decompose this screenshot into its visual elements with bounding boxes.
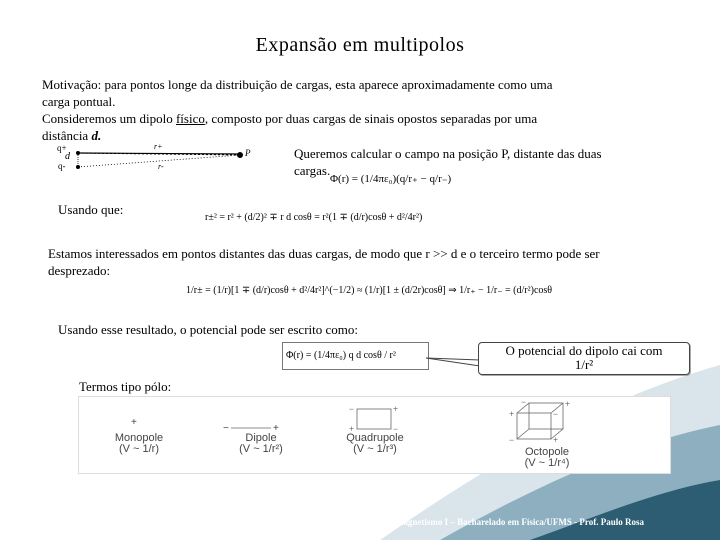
pole-quadrupole-law: (V ~ 1/r³) [353,443,397,455]
using-result-label: Usando esse resultado, o potencial pode ser escrito como: [58,322,358,337]
want-line-1: Queremos calcular o campo na posição P, distante das duas [294,146,602,161]
svg-text:−: − [393,424,399,434]
svg-text:+: + [565,399,571,409]
r-plus-label: r+ [154,142,163,151]
pole-monopole-name: Monopole [114,432,164,444]
callout-line-2: 1/r² [574,357,594,372]
intro-line-4-d: d. [91,128,102,143]
intro-line-4 [42,127,642,144]
p-label: P [245,148,251,158]
intro-line-3 [42,110,642,127]
q-plus-label: q+ [57,143,67,153]
svg-text:−: − [223,423,229,434]
callout-line-1: O potencial do dipolo cai com [505,343,663,358]
svg-text:+: + [509,409,515,419]
pole-monopole-law: (V ~ 1/r) [118,443,160,455]
intro-line-3-b: , composto por duas cargas de sinais opostos separadas por uma [204,111,538,126]
equation-law-of-cosines: r±² = r² + (d/2)² ∓ r d cosθ = r²(1 ∓ (d/r)cosθ + d²/4r²) [205,206,497,230]
pole-quadrupole-name: Quadrupole [346,432,404,444]
svg-text:−: − [349,404,355,414]
d-label: d [65,151,70,162]
interest-paragraph [48,245,708,279]
equation-dipole-potential: Φ(r) = (1/4πε₀) q d cosθ / r² [282,342,429,370]
intro-line-3-a: Consideremos um dipolo [42,111,176,126]
svg-text:+: + [273,423,279,434]
intro-line-2: carga pontual. [42,94,116,109]
equation-expansion: 1/r± = (1/r)[1 ∓ (d/r)cosθ + d²/4r²]^(−1/2) ≈ (1/r)[1 ± (d/2r)cosθ] ⇒ 1/r₊ − 1/r₋ = (d/r²)cosθ [186,278,606,304]
intro-line-4-a: distância [42,128,92,143]
svg-text:−: − [509,435,515,445]
pole-dipole [201,433,321,455]
interest-line-1: Estamos interessados em pontos distantes das duas cargas, de modo que r >> d e o terceiro termo pode ser [48,246,600,261]
pole-quadrupole [315,433,435,455]
intro-line-1: Motivação: para pontos longe da distribuição de cargas, esta aparece aproximadamente como uma [42,77,553,92]
svg-text:−: − [553,409,559,419]
pole-octopole-law: (V ~ 1/r⁴) [524,457,570,469]
svg-text:−: − [521,397,527,407]
dipole-figure [54,142,264,179]
svg-text:+: + [553,435,559,445]
svg-text:+: + [131,417,137,428]
callout-pointer [424,350,484,380]
multipole-terms-figure [78,396,671,474]
svg-text:+: + [393,404,399,414]
using-label: Usando que: [58,202,124,217]
pole-octopole-name: Octopole [524,446,570,458]
interest-line-2: desprezado: [48,263,111,278]
pole-monopole [79,433,199,455]
equation-potential: Φ(r) = (1/4πε₀)(q/r₊ − q/r₋) [330,168,472,190]
pole-octopole [487,447,607,469]
want-line-2: cargas. [294,163,331,178]
r-minus-label: r- [158,162,164,171]
terms-label: Termos tipo pólo: [79,379,172,394]
svg-text:+: + [349,424,355,434]
q-minus-label: q- [58,161,66,171]
intro-underlined-word: físico [175,111,205,126]
slide-footer: Eletromagnetismo I – Bacharelado em Física/UFMS - Prof. Paulo Rosa [372,517,644,527]
pole-dipole-law: (V ~ 1/r²) [239,443,283,455]
intro-paragraph [42,76,642,144]
dipole-callout [478,342,690,375]
slide-title: Expansão em multipolos [255,34,465,56]
pole-dipole-name: Dipole [245,432,277,444]
